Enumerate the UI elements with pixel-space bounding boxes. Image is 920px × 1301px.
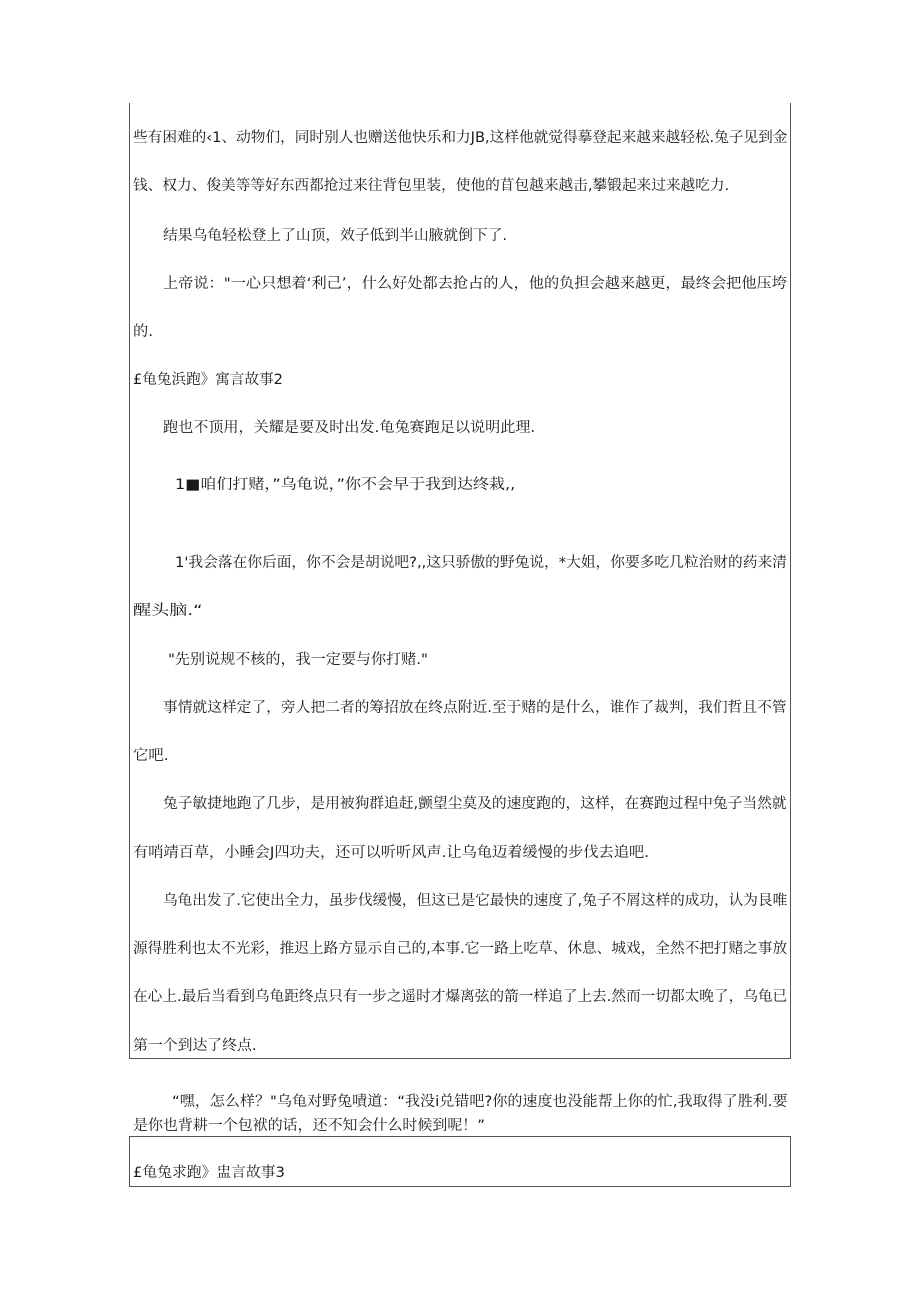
section-heading: £龟兔求跑》盅言故事3 — [133, 1165, 285, 1181]
paragraph-line: 跑也不顶用，关耀是要及时出发.龟兔赛跑足以说明此理. — [163, 420, 536, 436]
section-heading: £龟兔浜跑》寓言故事2 — [133, 372, 283, 388]
paragraph-line: 钱、权力、俊美等等好东西都抢过来往背包里装，使他的苜包越来越击,攀锻起来过来越吃力. — [133, 178, 730, 194]
paragraph-line: 的. — [133, 324, 154, 340]
paragraph-line: 在心上.最后当看到乌龟距终点只有一步之遥时才爆离弦的箭一样追了上去.然而一切都太晚了，乌龟已 — [133, 989, 788, 1005]
paragraph-line: 它吧. — [133, 748, 169, 764]
paragraph-line: 些有困难的‹1、动物们，同时别人也赠送他快乐和力JB,这样他就觉得摹登起来越来越轻松.兔子见到金 — [133, 130, 788, 146]
paragraph-line: 醒头脑.“ — [133, 603, 203, 619]
paragraph-line: 源得胜利也太不光彩，推迟上路方显示自己的,本事.它一路上吃草、休息、城戏，全然不把打赌之事放 — [133, 941, 788, 957]
text-box-upper — [129, 103, 791, 1059]
paragraph-line: 1■咱们打赌，”乌龟说，”你不会早于我到达终栽,, — [175, 477, 516, 493]
paragraph-line: 兔子敏捷地跑了几步，是用被狗群追赶,颤望尘莫及的速度跑的，这样，在赛跑过程中兔子当然就 — [163, 796, 787, 812]
paragraph-line: 结果乌龟轻松登上了山顶，效子低到半山腋就倒下了. — [163, 228, 508, 244]
paragraph-line: "先别说规不核的，我一定要与你打赌." — [168, 652, 428, 668]
paragraph-line: 1'我会落在你后面，你不会是胡说吧?,,这只骄傲的野兔说，*大姐，你要多吃几粒治财的药来清 — [175, 555, 787, 571]
paragraph-line: 乌龟出发了.它使出全力，虽步伐缓慢，但这已是它最快的速度了,兔子不屑这样的成功，认为艮唯 — [163, 893, 788, 909]
paragraph-line: 上帝说："一心只想着‘利己’，什么好处都去抢占的人，他的负担会越来越更，最终会把他压垮 — [163, 276, 787, 292]
paragraph-line: 事情就这样定了，旁人把二者的筹招放在终点附近.至于赌的是什么，谁作了裁判，我们哲且不管 — [163, 700, 787, 716]
paragraph-line: 有哨靖百草，小睡会J四功夫，还可以听听风声.让乌龟迈着缓慢的步伐去追吧. — [133, 845, 649, 861]
paragraph-line: 是你也背耕一个包袱的话，还不知会什么时候到呢！” — [133, 1118, 486, 1134]
paragraph-line: 第一个到达了终点. — [133, 1038, 257, 1054]
paragraph-line: “嘿，怎么样？"乌龟对野兔嘖道：“我没i兑错吧?你的速度也没能帮上你的忙,我取得了胜利.要 — [172, 1094, 788, 1110]
